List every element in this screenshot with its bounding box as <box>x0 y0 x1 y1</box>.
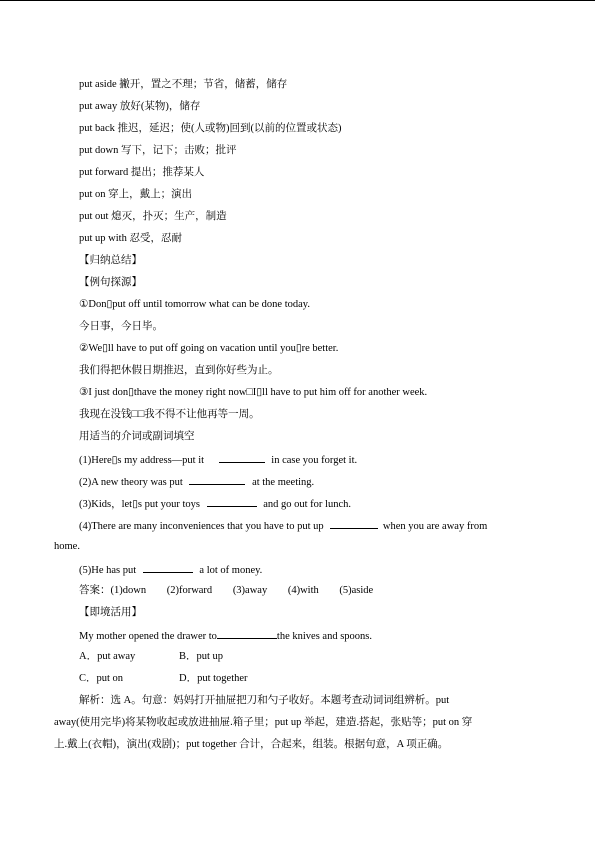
answer-blank[interactable] <box>330 518 378 529</box>
examples-heading: 【例句探源】 <box>79 277 142 288</box>
exercise-text: (3)Kids，let▯s put your toys <box>79 499 200 510</box>
question-stem <box>79 628 372 644</box>
summary-heading: 【归纳总结】 <box>79 255 142 266</box>
apply-heading: 【即境活用】 <box>79 607 142 618</box>
answer-item: (3)away <box>232 585 268 596</box>
example-en: ②We▯ll have to put off going on vacation until you▯re better. <box>79 343 339 354</box>
phrase-line: put aside 撇开，置之不理；节省，储蓄，储存 <box>79 79 288 90</box>
exercise-text: (4)There are many inconveniences that you have to put up <box>79 521 324 532</box>
example-zh: 我们得把休假日期推迟，直到你好些为止。 <box>79 365 279 376</box>
exercise-continuation: home. <box>54 541 80 552</box>
question-text: My mother opened the drawer to <box>79 631 217 642</box>
exercise-text: (5)He has put <box>79 565 137 576</box>
option-b[interactable]: B．put up <box>179 651 224 662</box>
phrase-line: put forward 提出；推荐某人 <box>79 167 205 178</box>
answer-item: (4)with <box>287 585 319 596</box>
answer-item: (2)forward <box>166 585 213 596</box>
phrase-line: put back 推迟，延迟；使(人或物)回到(以前的位置或状态) <box>79 123 342 134</box>
answer-item: (1)down <box>110 585 147 596</box>
option-a[interactable]: A．put away <box>79 651 136 662</box>
answer-item: (5)aside <box>339 585 374 596</box>
option-c[interactable]: C．put on <box>79 673 124 684</box>
exercise-item <box>79 518 487 534</box>
answer-blank[interactable] <box>189 474 245 485</box>
example-zh: 今日事，今日毕。 <box>79 321 163 332</box>
answers-label: 答案： <box>79 585 111 596</box>
option-row <box>79 672 248 686</box>
analysis-line: away(使用完毕)将某物收起或放进抽屉.箱子里；put up 举起，建造.搭起，张贴等；put on 穿 <box>54 717 473 728</box>
exercise-item <box>79 452 357 468</box>
exercise-text: (2)A new theory was put <box>79 477 183 488</box>
phrase-line: put down 写下，记下；击败；批评 <box>79 145 237 156</box>
exercise-text: a lot of money. <box>199 565 263 576</box>
example-zh: 我现在没钱□□我不得不让他再等一周。 <box>79 409 260 420</box>
analysis-line: 解析：选 A。句意：妈妈打开抽屉把刀和勺子收好。本题考查动词词组辨析。put <box>79 695 450 706</box>
option-d[interactable]: D．put together <box>179 673 248 684</box>
analysis-line: 上.戴上(衣帽)，演出(戏剧)；put together 合计，合起来，组装。根据句意，A 项正确。 <box>54 739 449 750</box>
option-row <box>79 650 223 664</box>
example-en: ③I just don▯thave the money right now□I▯ll have to put him off for another week. <box>79 387 428 398</box>
exercise-text: when you are away from <box>382 521 488 532</box>
top-border <box>0 0 595 1</box>
phrase-line: put away 放好(某物)，储存 <box>79 101 201 112</box>
answer-blank[interactable] <box>143 562 193 573</box>
question-text: the knives and spoons. <box>276 631 372 642</box>
exercise-text: in case you forget it. <box>271 455 358 466</box>
answer-blank[interactable] <box>219 452 265 463</box>
exercise-text: at the meeting. <box>252 477 315 488</box>
exercise-item <box>79 496 351 512</box>
example-en: ①Don▯put off until tomorrow what can be done today. <box>79 299 310 310</box>
answers-line <box>79 584 373 598</box>
phrase-line: put out 熄灭，扑灭；生产，制造 <box>79 211 227 222</box>
answer-blank[interactable] <box>217 628 277 639</box>
exercise-item <box>79 474 314 490</box>
exercise-text: (1)Here▯s my address—put it <box>79 455 205 466</box>
exercise-item <box>79 562 262 578</box>
exercise-text: and go out for lunch. <box>263 499 352 510</box>
exercise-title: 用适当的介词或副词填空 <box>79 431 195 442</box>
phrase-line: put on 穿上，戴上；演出 <box>79 189 193 200</box>
answer-blank[interactable] <box>207 496 257 507</box>
phrase-line: put up with 忍受，忍耐 <box>79 233 182 244</box>
